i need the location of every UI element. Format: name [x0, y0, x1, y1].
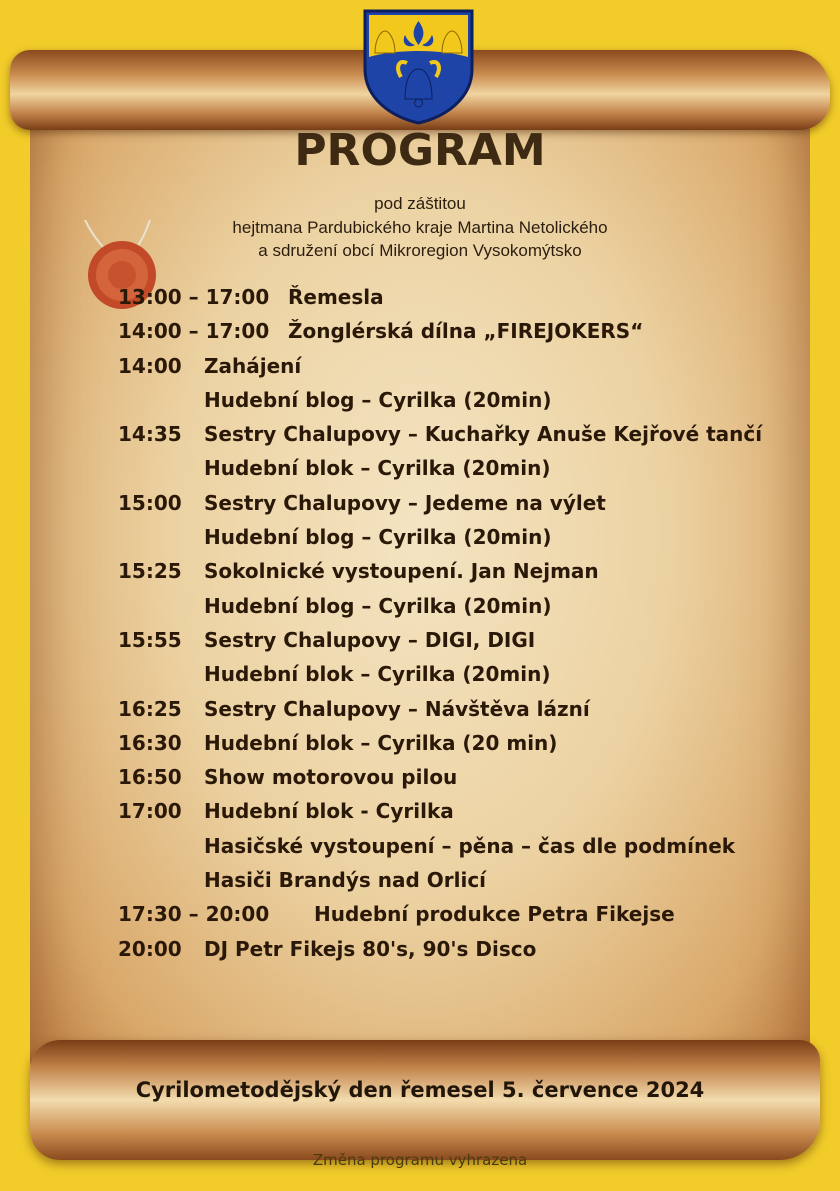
schedule-activity: Řemesla [288, 285, 384, 309]
schedule-row [118, 417, 818, 451]
schedule-row [118, 520, 818, 554]
schedule-row [118, 932, 818, 966]
schedule-time: 16:50 [118, 765, 182, 790]
schedule-row [118, 760, 818, 794]
coat-of-arms-icon [361, 7, 476, 125]
schedule-activity: Sestry Chalupovy – DIGI, DIGI [204, 627, 536, 652]
program-schedule [118, 280, 818, 966]
patronage-line-2: hejtmana Pardubického kraje Martina Netolického [232, 218, 608, 237]
schedule-row [118, 726, 818, 760]
schedule-time: 14:35 [118, 422, 182, 447]
schedule-activity: Hudební blok - Cyrilka [204, 799, 454, 824]
schedule-time: 14:00 – 17:00 [118, 319, 270, 344]
schedule-row [118, 829, 818, 863]
schedule-activity: Show motorovou pilou [204, 765, 458, 790]
schedule-activity: Hudební blog – Cyrilka (20min) [204, 525, 552, 550]
schedule-time: 16:25 [118, 696, 182, 721]
schedule-activity: Sestry Chalupovy – Návštěva lázní [204, 696, 590, 721]
schedule-time: 15:25 [118, 559, 182, 584]
schedule-row [118, 383, 818, 417]
schedule-activity: Hasiči Brandýs nad Orlicí [204, 868, 487, 893]
schedule-row [118, 657, 818, 691]
schedule-activity: Hudební produkce Petra Fikejse [314, 902, 675, 927]
schedule-row [118, 863, 818, 897]
schedule-row [118, 280, 818, 314]
schedule-activity: Hudební blok – Cyrilka (20min) [204, 662, 551, 687]
schedule-activity: Žonglérská dílna „FIREJOKERS“ [288, 319, 644, 344]
schedule-time: 17:00 [118, 799, 182, 824]
event-name: Cyrilometodějský den řemesel 5. července 2024 [135, 1078, 705, 1102]
schedule-row [118, 451, 818, 485]
schedule-activity: Hudební blog – Cyrilka (20min) [204, 387, 552, 412]
page-title: PROGRAM [294, 125, 546, 176]
schedule-activity: Hudební blog – Cyrilka (20min) [204, 593, 552, 618]
schedule-row [118, 314, 818, 348]
schedule-time: 14:00 [118, 353, 182, 378]
schedule-row [118, 692, 818, 726]
schedule-activity: Sestry Chalupovy – Kuchařky Anuše Kejřové tančí [204, 422, 763, 447]
schedule-row [118, 589, 818, 623]
schedule-activity: Sokolnické vystoupení. Jan Nejman [204, 559, 599, 584]
schedule-activity: Hudební blok – Cyrilka (20 min) [204, 730, 558, 755]
schedule-activity: DJ Petr Fikejs 80's, 90's Disco [204, 936, 537, 961]
schedule-time: 20:00 [118, 936, 182, 961]
schedule-activity: Sestry Chalupovy – Jedeme na výlet [204, 490, 606, 515]
schedule-time: 16:30 [118, 730, 182, 755]
schedule-time: 15:55 [118, 627, 182, 652]
schedule-activity: Zahájení [204, 353, 302, 378]
schedule-row [118, 794, 818, 828]
schedule-time: 13:00 – 17:00 [118, 285, 270, 309]
change-note: Změna programu vyhrazena [312, 1151, 528, 1169]
patronage-line-1: pod záštitou [374, 194, 466, 213]
schedule-activity: Hasičské vystoupení – pěna – čas dle podmínek [204, 833, 736, 858]
schedule-row [118, 349, 818, 383]
schedule-time: 17:30 – 20:00 [118, 902, 270, 927]
schedule-time: 15:00 [118, 490, 182, 515]
schedule-row [118, 897, 818, 931]
patronage-line-3: a sdružení obcí Mikroregion Vysokomýtsko [258, 241, 582, 260]
schedule-row [118, 554, 818, 588]
schedule-row [118, 623, 818, 657]
schedule-activity: Hudební blok – Cyrilka (20min) [204, 456, 551, 481]
schedule-row [118, 486, 818, 520]
